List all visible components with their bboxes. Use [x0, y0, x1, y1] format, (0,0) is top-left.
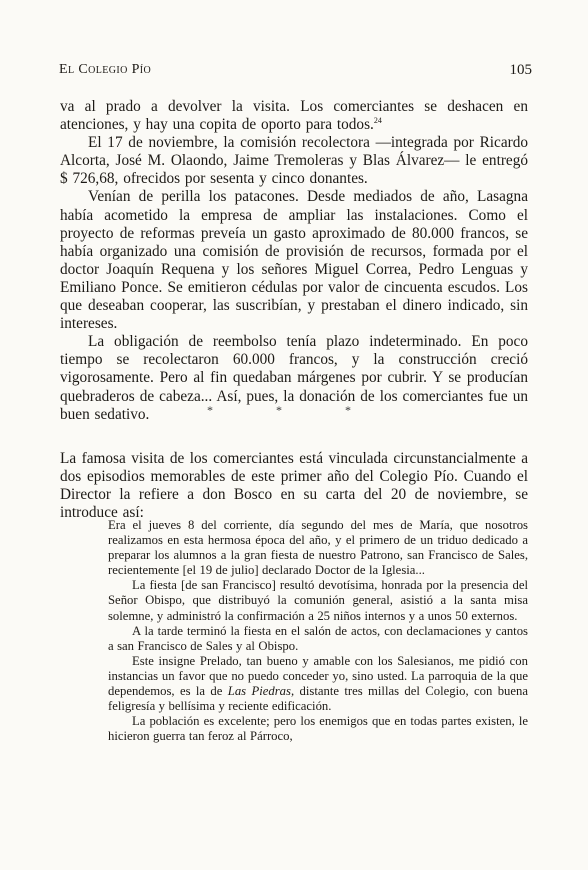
paragraph-reforms-project: Venían de perilla los patacones. Desde mediados de año, Lasagna había acometido la empresa de ampliar las instalaciones. Como el proyecto de reformas preveía un gasto aproximado de 80.000 francos, se había organizado una comisión de provisión de recursos, formada por el doctor Joaquín Requena y los señores Miguel Correa, Pedro Lenguas y Emiliano Ponce. Se emitieron cédulas por valor de cincuenta escudos. Los que deseaban cooperar, las suscribían, y prestaban el dinero indicado, sin intereses.: [60, 188, 528, 333]
section-separator: * * *: [207, 403, 381, 417]
footnote-reference: 24: [373, 116, 382, 125]
paragraph-text: va al prado a devolver la visita. Los comerciantes se deshacen en atenciones, y hay una copita de oporto para todos.: [60, 98, 528, 134]
quote-paragraph-prelado: [108, 654, 528, 714]
main-text-bottom: [60, 450, 528, 522]
paragraph-visit-return: [60, 98, 528, 134]
quote-paragraph-poblacion: La población es excelente; pero los enemigos que en todas partes existen, le hicieron guerra tan feroz al Párroco,: [108, 714, 528, 744]
quote-paragraph-jueves: Era el jueves 8 del corriente, día segundo del mes de María, que nosotros realizamos en esta hermosa época del año, y el primero de un triduo dedicado a preparar los alumnos a la gran fiesta de nuestro Patrono, san Francisco de Sales, recientemente [el 19 de julio] declarado Doctor de la Iglesia...: [108, 518, 528, 578]
paragraph-reimbursement: La obligación de reembolso tenía plazo indeterminado. En poco tiempo se recolectaron 60.000 francos, y la construcción creció vigorosamente. Pero al fin quedaban márgenes por cubrir. Y se producían quebraderos de cabeza... Así, pues, la donación de los comerciantes fue un buen sedativo.: [60, 333, 528, 423]
page-number: 105: [509, 62, 532, 78]
running-title: El Colegio Pío: [59, 62, 152, 77]
letter-quotation: [108, 518, 528, 744]
running-head: [59, 62, 532, 84]
quote-paragraph-fiesta: La fiesta [de san Francisco] resultó devotísima, honrada por la presencia del Señor Obispo, que distribuyó la comunión general, asistió a la santa misa solemne, y administró la confirmación a 25 niños internos y a unos 50 externos.: [108, 578, 528, 623]
paragraph-letter-introduction: La famosa visita de los comerciantes está vinculada circunstancialmente a dos episodios memorables de este primer año del Colegio Pío. Cuando el Director la refiere a don Bosco en su carta del 20 de noviembre, se introduce así:: [60, 450, 528, 522]
quote-paragraph-tarde: A la tarde terminó la fiesta en el salón de actos, con declamaciones y cantos a san Francisco de Sales y al Obispo.: [108, 623, 528, 653]
main-text-top: [60, 98, 528, 424]
quote-paragraph-prelado-text: Este insigne Prelado, tan bueno y amable con los Salesianos, me pidió con instancias un favor que no puedo conceder yo, sino usted. La parroquia de la que dependemos, es la de: [108, 653, 528, 699]
place-name: Las Piedras,: [227, 684, 295, 699]
quote-paragraph-prelado-suffix: distante tres millas del Colegio, con buena feligresía y bellísima y reciente edificación.: [108, 684, 528, 714]
paragraph-commission-donation: El 17 de noviembre, la comisión recolectora —integrada por Ricardo Alcorta, José M. Olaondo, Jaime Tremoleras y Blas Álvarez— le entregó $ 726,68, ofrecidos por sesenta y cinco donantes.: [60, 134, 528, 188]
